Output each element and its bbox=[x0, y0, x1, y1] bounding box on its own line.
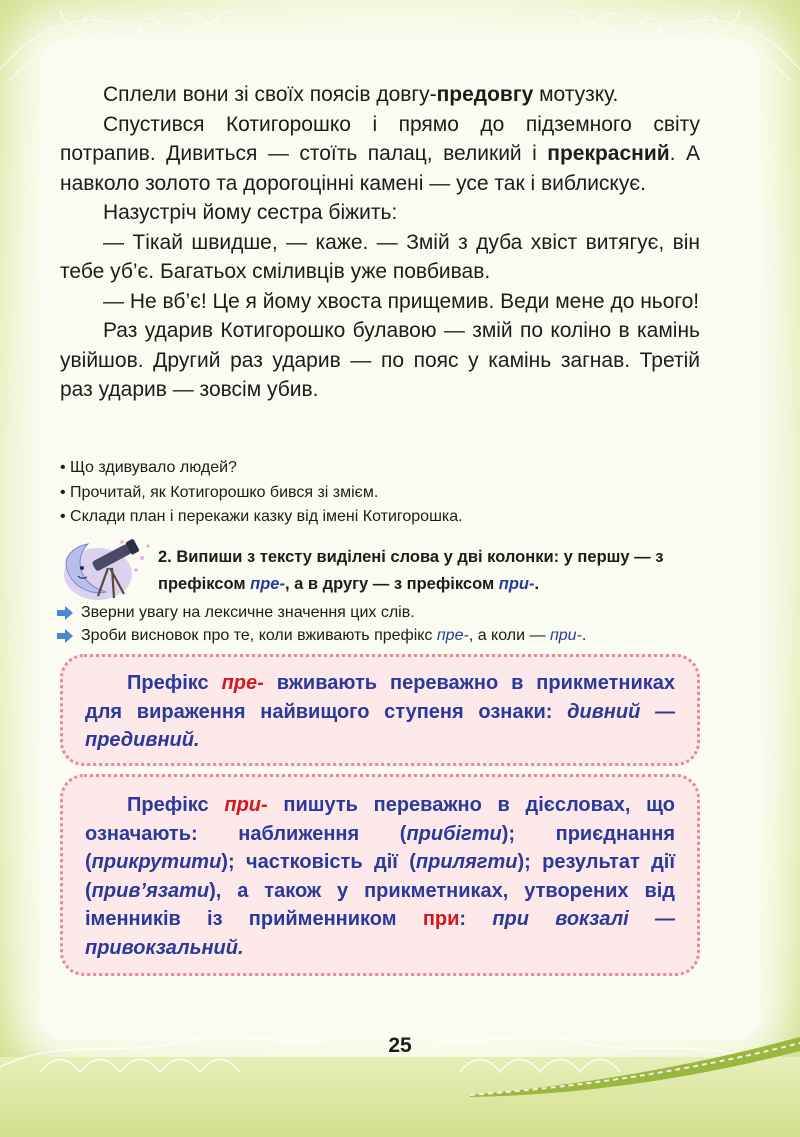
prefix-pry: при- bbox=[498, 575, 535, 593]
prefix-pre: пре- bbox=[221, 672, 264, 694]
hint-line: Зроби висновок про те, коли вживають префікс пре-, а коли — при-. bbox=[57, 624, 717, 647]
highlighted-word: предовгу bbox=[436, 83, 534, 106]
rule-text: Префікс при- пишуть переважно в дієсловах, що означають: наближення (прибігти); приєднання (прикрутити); частковість дії (прилягти); результат дії (прив’язати), а також у прикметниках, утворених від іменників із прийменником при: при вокзалі — привокзальний. bbox=[85, 794, 676, 959]
highlighted-word: прекрасний bbox=[547, 142, 670, 165]
story-paragraph: — Тікай швидше, — каже. — Змій з дуба хвіст витягує, він тебе уб’є. Багатьох сміливців уже повбивав. bbox=[60, 230, 700, 283]
question-item: • Склади план і перекажи казку від імені Котигорошка. bbox=[60, 508, 463, 525]
hints bbox=[57, 601, 717, 647]
story-paragraph: Спустився Котигорошко і прямо до підземного світу потрапив. Дивиться — стоїть палац, великий і прекрасний. А навколо золото та дорогоцінні камені — усе так і виблискує. bbox=[60, 112, 700, 195]
hint-line: Зверни увагу на лексичне значення цих слів. bbox=[57, 601, 717, 624]
example: при вокзалі — привокзальний. bbox=[85, 908, 675, 959]
rule-box-pry bbox=[60, 774, 700, 976]
telescope-moon-icon bbox=[58, 536, 156, 602]
rule-box-pre bbox=[60, 654, 700, 766]
story-text bbox=[60, 80, 700, 405]
question-list bbox=[60, 456, 700, 530]
prefix-pry: при- bbox=[224, 794, 268, 816]
preposition-pry: при bbox=[422, 908, 460, 930]
story-paragraph: Раз ударив Котигорошко булавою — змій по коліно в камінь увійшов. Другий раз ударив — по пояс у камінь загнав. Третій раз ударив — зовсім убив. bbox=[60, 319, 700, 401]
task-2 bbox=[58, 536, 708, 602]
story-paragraph: — Не вб’є! Це я йому хвоста прищемив. Веди мене до нього! bbox=[103, 289, 700, 313]
prefix-pre: пре- bbox=[250, 575, 285, 593]
question-item: • Що здивувало людей? bbox=[60, 459, 237, 476]
arrow-right-icon bbox=[57, 606, 73, 620]
story-paragraph: Назустріч йому сестра біжить: bbox=[103, 201, 398, 224]
rule-text: Префікс пре- вживають переважно в прикметниках для вираження найвищого ступеня ознаки: дивний — предивний. bbox=[85, 672, 675, 751]
story-paragraph: Сплели вони зі своїх поясів довгу-предовгу мотузку. bbox=[103, 83, 619, 106]
arrow-right-icon bbox=[57, 629, 73, 643]
question-item: • Прочитай, як Котигорошко бився зі змієм. bbox=[60, 483, 379, 501]
task-instruction: 2. Випиши з тексту виділені слова у дві колонки: у першу — з префіксом пре-, а в другу — з префіксом при-. bbox=[158, 548, 664, 593]
page-number: 25 bbox=[388, 1034, 412, 1057]
example: дивний — предивний. bbox=[85, 700, 675, 751]
